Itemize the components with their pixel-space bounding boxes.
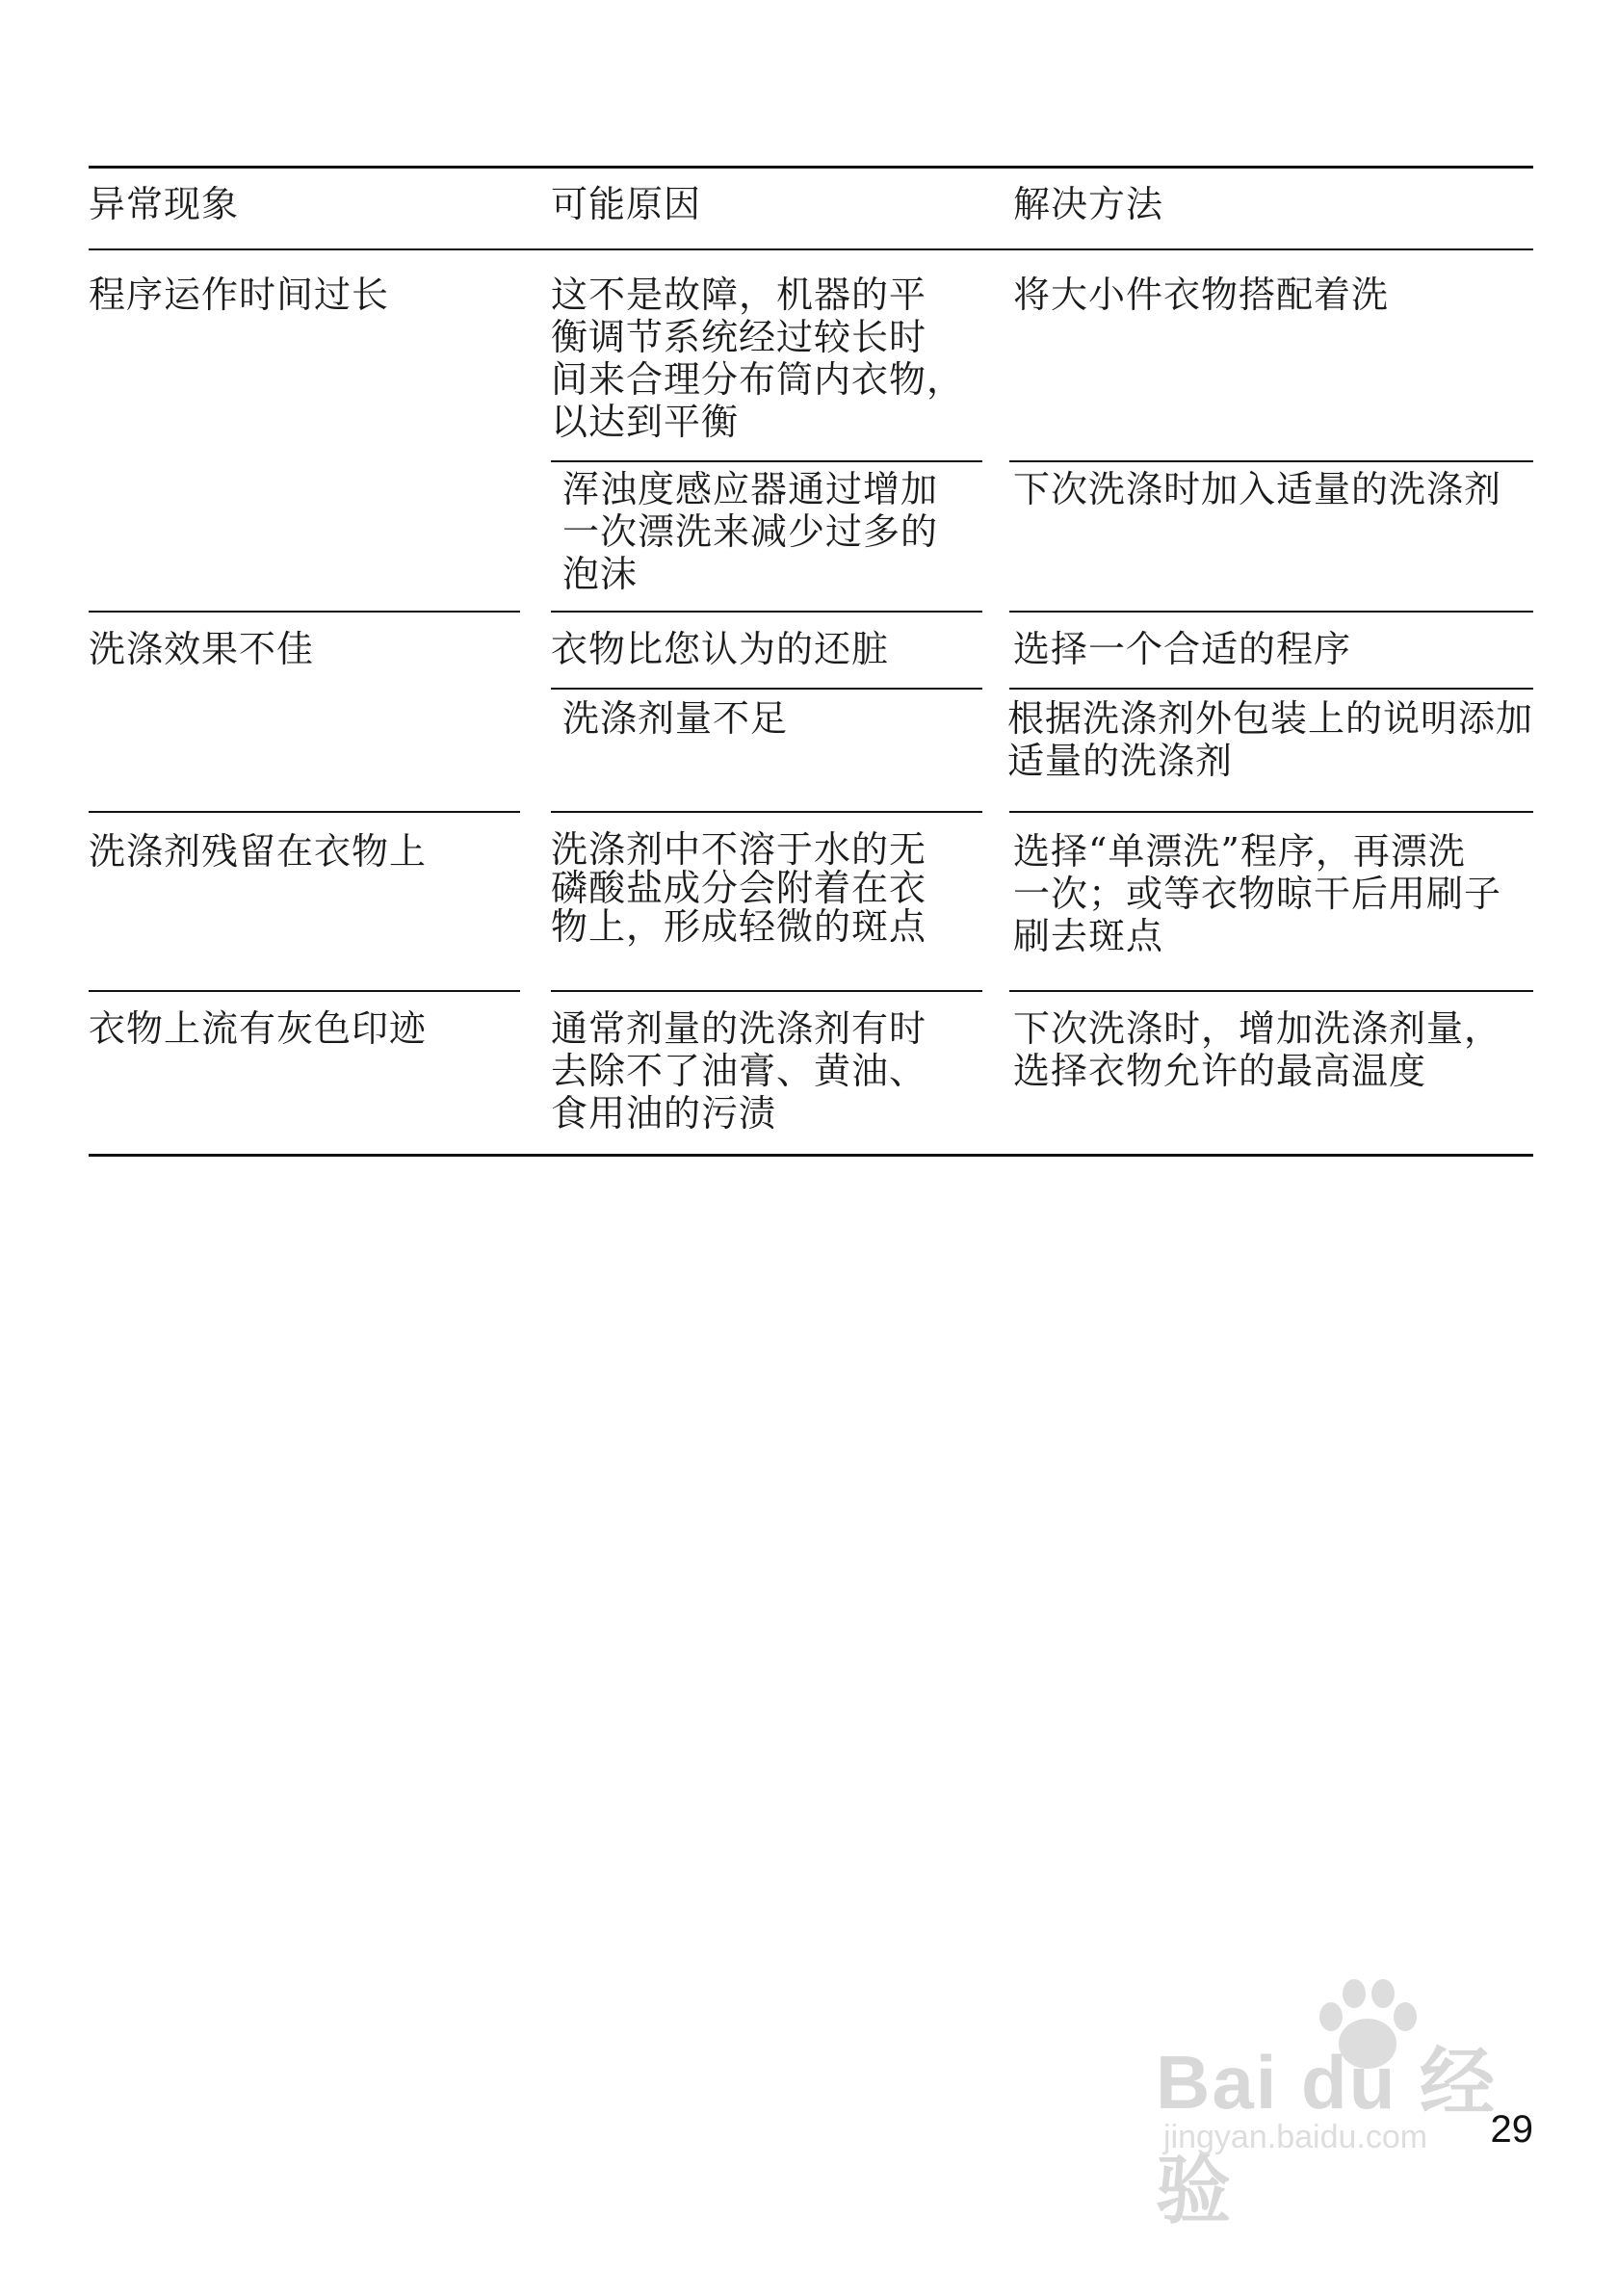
row-1-solution-1: 将大小件衣物搭配着洗 [1013, 274, 1390, 316]
row-4-symptom: 衣物上流有灰色印迹 [89, 1007, 428, 1050]
row-3-rule-symptom [89, 990, 520, 992]
row-2-sub-rule-cause [551, 688, 982, 690]
row-2-solution-2: 根据洗涤剂外包装上的说明添加 适量的洗涤剂 [1007, 697, 1534, 782]
header-cause: 可能原因 [551, 183, 702, 225]
row-4-cause-1: 通常剂量的洗涤剂有时 去除不了油膏、黄油、 食用油的污渍 [551, 1007, 927, 1135]
row-2-rule-solution [1009, 811, 1533, 813]
row-4-solution-1: 下次洗涤时，增加洗涤剂量， 选择衣物允许的最高温度 [1013, 1007, 1502, 1092]
row-1-cause-2: 浑浊度感应器通过增加 一次漂洗来减少过多的 泡沫 [562, 468, 939, 595]
row-2-sub-rule-solution [1009, 688, 1533, 690]
row-1-rule-cause [551, 611, 982, 613]
row-2-symptom: 洗涤效果不佳 [89, 628, 315, 670]
row-1-sub-rule-cause [551, 460, 982, 462]
header-bottom-rule [89, 248, 1533, 250]
row-1-solution-2: 下次洗涤时加入适量的洗涤剂 [1013, 468, 1502, 510]
table-top-rule [89, 166, 1533, 169]
header-solution: 解决方法 [1013, 183, 1164, 225]
baidu-watermark [1136, 1974, 1541, 2232]
row-2-cause-1: 衣物比您认为的还脏 [551, 628, 890, 670]
watermark-url: jingyan.baidu.com [1163, 2119, 1428, 2155]
header-symptom: 异常现象 [89, 183, 240, 225]
row-3-rule-solution [1009, 990, 1533, 992]
page-number: 29 [1490, 2108, 1533, 2151]
row-1-sub-rule-solution [1009, 460, 1533, 462]
row-3-cause-1: 洗涤剂中不溶于水的无 磷酸盐成分会附着在衣 物上，形成轻微的斑点 [551, 828, 927, 948]
row-2-cause-2: 洗涤剂量不足 [562, 697, 789, 740]
row-2-solution-1: 选择一个合适的程序 [1013, 628, 1352, 670]
row-1-symptom: 程序运作时间过长 [89, 274, 390, 316]
row-3-symptom: 洗涤剂残留在衣物上 [89, 830, 428, 873]
row-3-rule-cause [551, 990, 982, 992]
row-1-cause-1: 这不是故障，机器的平 衡调节系统经过较长时 间来合理分布筒内衣物， 以达到平衡 [551, 274, 965, 443]
row-1-rule-symptom [89, 611, 520, 613]
row-1-rule-solution [1009, 611, 1533, 613]
row-2-rule-symptom [89, 811, 520, 813]
row-2-rule-cause [551, 811, 982, 813]
watermark-brand: Bai du 经验 [1156, 2040, 1498, 2232]
table-bottom-rule [89, 1154, 1533, 1157]
row-3-solution-1: 选择“单漂洗”程序，再漂洗 一次；或等衣物晾干后用刷子 刷去斑点 [1013, 830, 1502, 957]
